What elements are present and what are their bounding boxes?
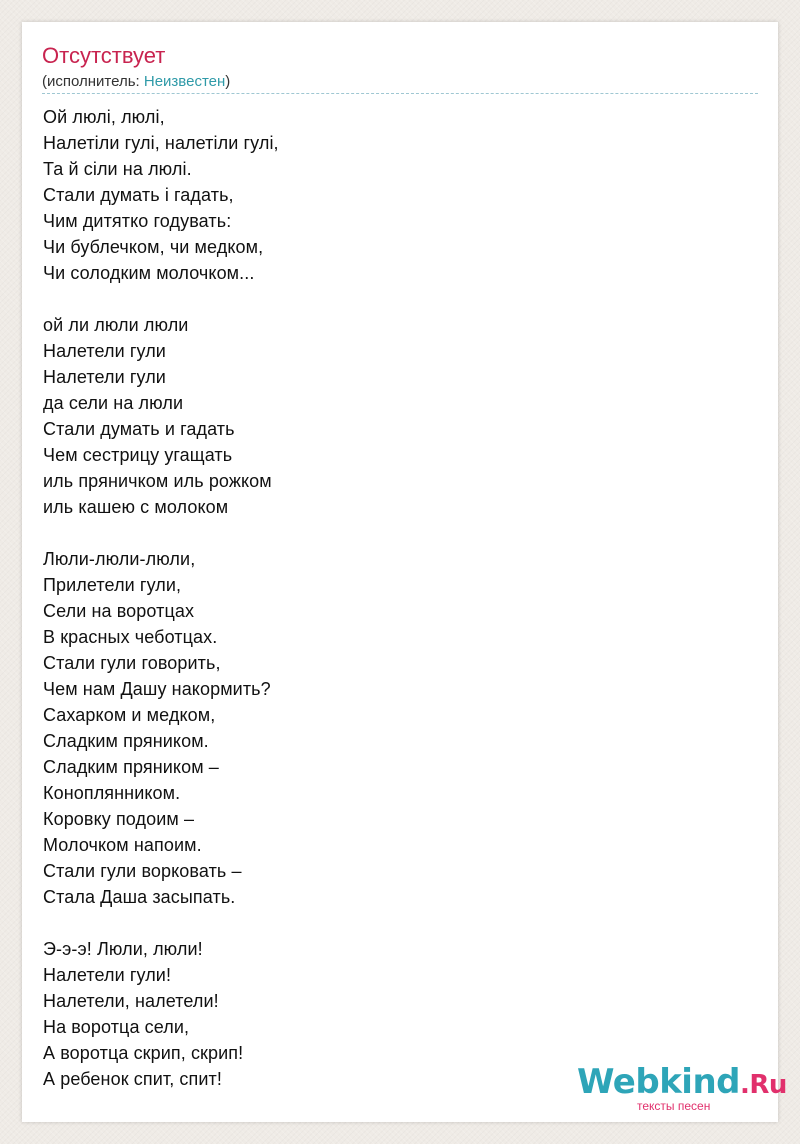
lyrics-line: Сладким пряником – <box>43 757 219 777</box>
lyrics-line: Чем нам Дашу накормить? <box>43 679 271 699</box>
lyrics-line: Та й сіли на люлі. <box>43 159 192 179</box>
lyrics-line: Коровку подоим – <box>43 809 195 829</box>
lyrics-line: Стала Даша засыпать. <box>43 887 236 907</box>
lyrics-stanza <box>43 312 279 520</box>
lyrics-line: В красных чеботцах. <box>43 627 218 647</box>
song-title: Отсутствует <box>42 43 166 68</box>
performer-link[interactable]: Неизвестен <box>143 73 226 90</box>
lyrics-line: Стали гули ворковать – <box>43 861 242 881</box>
performer-prefix: (исполнитель: <box>42 73 144 90</box>
performer-suffix: ) <box>225 73 231 90</box>
lyrics-line: Чи бублечком, чи медком, <box>43 237 264 257</box>
lyrics-stanza <box>43 104 279 286</box>
lyrics-line: Чим дитятко годувать: <box>43 211 232 231</box>
lyrics-line: да сели на люли <box>43 393 184 413</box>
lyrics-line: Сели на воротцах <box>43 601 195 621</box>
lyrics-line: Налетели гули <box>43 367 166 387</box>
logo-main-text: Webkind <box>577 1062 740 1102</box>
title-divider <box>42 93 758 94</box>
lyrics-line: Ой люлі, люлі, <box>43 107 165 127</box>
lyrics-line: А воротца скрип, скрип! <box>43 1043 244 1063</box>
lyrics-body <box>43 104 279 1092</box>
lyrics-line: Налетели, налетели! <box>43 991 219 1011</box>
lyrics-line: Люли-люли-люли, <box>43 549 196 569</box>
logo-tld-text: .Ru <box>740 1070 787 1100</box>
lyrics-line: Э-э-э! Люли, люли! <box>43 939 203 959</box>
lyrics-line: Сахарком и медком, <box>43 705 216 725</box>
lyrics-stanza <box>43 546 279 910</box>
lyrics-line: Стали думать і гадать, <box>43 185 234 205</box>
lyrics-line: Чи солодким молочком... <box>43 263 255 283</box>
lyrics-line: ой ли люли люли <box>43 315 189 335</box>
webkind-logo[interactable] <box>577 1062 787 1120</box>
lyrics-stanza <box>43 936 279 1092</box>
lyrics-line: Налетели гули! <box>43 965 172 985</box>
lyrics-line: Стали гули говорить, <box>43 653 221 673</box>
lyrics-line: Стали думать и гадать <box>43 419 235 439</box>
lyrics-line: А ребенок спит, спит! <box>43 1069 222 1089</box>
lyrics-card <box>22 22 787 1122</box>
lyrics-line: Налетіли гулі, налетіли гулі, <box>43 133 279 153</box>
lyrics-line: Сладким пряником. <box>43 731 209 751</box>
lyrics-line: Прилетели гули, <box>43 575 182 595</box>
lyrics-line: Молочком напоим. <box>43 835 202 855</box>
performer-line <box>42 72 230 92</box>
logo-tagline: тексты песен <box>637 1099 711 1113</box>
lyrics-line: иль кашею с молоком <box>43 497 229 517</box>
lyrics-line: Чем сестрицу угащать <box>43 445 233 465</box>
lyrics-line: На воротца сели, <box>43 1017 190 1037</box>
lyrics-line: Налетели гули <box>43 341 166 361</box>
lyrics-line: иль пряничком иль рожком <box>43 471 272 491</box>
lyrics-line: Коноплянником. <box>43 783 181 803</box>
